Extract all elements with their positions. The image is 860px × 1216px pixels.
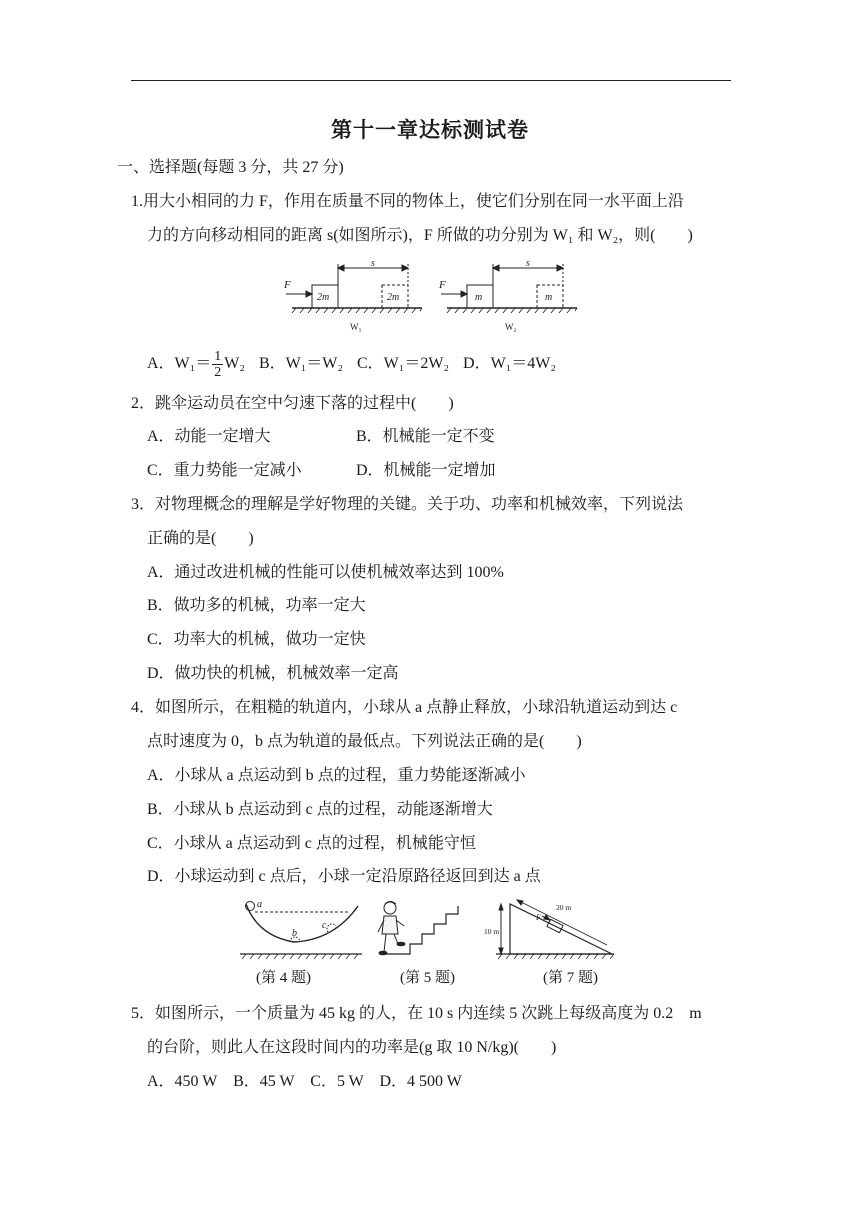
caption-q7: (第 7 题) [543, 970, 598, 986]
incline-force-label: F [536, 913, 541, 922]
q1-stem-line1: 1.用大小相同的力 F，作用在质量不同的物体上，使它们分别在同一水平面上沿 [131, 193, 684, 210]
figures-row [238, 896, 618, 962]
q4-option-b: B．小球从 b 点运动到 c 点的过程，动能逐渐增大 [147, 801, 493, 818]
track-point-b-label: b [292, 928, 297, 939]
q1-left-dist-label: s [371, 258, 375, 269]
q4-stem-line2: 点时速度为 0，b 点为轨道的最低点。下列说法正确的是( ) [147, 733, 582, 750]
track-point-a-label: a [257, 899, 262, 910]
q3-stem-line2: 正确的是( ) [147, 530, 254, 547]
incline-length-label: 20 m [556, 903, 572, 912]
q1-option-a-fraction [212, 349, 223, 380]
person-stairs-figure [378, 902, 458, 955]
q1-left-mass-ghost-label: 2m [387, 292, 400, 303]
q1-option-a-suffix: W₂ [224, 355, 245, 373]
q2-option-a: A．动能一定增大 [147, 428, 271, 445]
q1-figure-left [286, 264, 422, 313]
track-point-c-label: c [322, 920, 327, 931]
q2-stem: 2．跳伞运动员在空中匀速下落的过程中( ) [131, 395, 454, 412]
page-title: 第十一章达标测试卷 [331, 118, 529, 142]
q1-option-b: B．W₁＝W₂ [258, 355, 343, 373]
q1-figure-right [441, 264, 577, 313]
q4-stem-line1: 4．如图所示，在粗糙的轨道内，小球从 a 点静止释放，小球沿轨道运动到达 c [131, 699, 678, 716]
q1-right-mass-label: m [475, 292, 483, 303]
q4-option-d: D．小球运动到 c 点后，小球一定沿原路径返回到达 a 点 [147, 868, 541, 885]
q4-option-a: A．小球从 a 点运动到 b 点的过程，重力势能逐渐减小 [147, 767, 526, 784]
q3-stem-line1: 3．对物理概念的理解是学好物理的关键。关于功、功率和机械效率，下列说法 [131, 496, 684, 513]
q1-stem-line2: 力的方向移动相同的距离 s(如图所示)，F 所做的功分别为 W₁ 和 W₂，则( ) [147, 227, 693, 244]
q1-option-a-denominator: 2 [214, 365, 222, 380]
header-rule [131, 80, 731, 81]
q3-option-a: A．通过改进机械的性能可以使机械效率达到 100% [147, 564, 504, 581]
q3-option-c: C．功率大的机械，做功一定快 [147, 631, 366, 648]
incline-figure [496, 900, 614, 959]
incline-height-label: 10 m [484, 927, 500, 936]
q3-option-b: B．做功多的机械，功率一定大 [147, 597, 366, 614]
q5-stem-line1: 5．如图所示，一个质量为 45 kg 的人，在 10 s 内连续 5 次跳上每级高度为 0.2 m [131, 1005, 702, 1022]
section-heading: 一、选择题(每题 3 分，共 27 分) [117, 159, 344, 176]
q1-option-a-numerator: 1 [214, 349, 222, 364]
q1-left-mass-label: 2m [317, 292, 330, 303]
q1-left-force-label: F [284, 279, 291, 291]
q1-w1-label: W₁ [350, 322, 362, 332]
caption-q4: (第 4 题) [256, 970, 311, 986]
caption-q5: (第 5 题) [400, 970, 455, 986]
q2-option-b: B．机械能一定不变 [356, 428, 495, 445]
q1-option-d: D．W₁＝4W₂ [463, 355, 556, 373]
q1-option-a-prefix: A．W₁＝ [147, 355, 212, 373]
q1-w2-label: W₂ [505, 322, 517, 332]
track-figure [240, 902, 362, 960]
q3-option-d: D．做功快的机械，机械效率一定高 [147, 665, 399, 682]
q1-right-mass-ghost-label: m [545, 292, 553, 303]
q5-options: A．450 W B．45 W C．5 W D．4 500 W [147, 1073, 462, 1090]
q1-right-force-label: F [439, 279, 446, 291]
q5-stem-line2: 的台阶，则此人在这段时间内的功率是(g 取 10 N/kg)( ) [147, 1039, 557, 1056]
q4-option-c: C．小球从 a 点运动到 c 点的过程，机械能守恒 [147, 835, 476, 852]
q2-option-c: C．重力势能一定减小 [147, 462, 302, 479]
q2-option-d: D．机械能一定增加 [356, 462, 496, 479]
q1-figure [282, 258, 582, 336]
q1-options [147, 349, 556, 380]
q1-right-dist-label: s [526, 258, 530, 269]
q1-option-c: C．W₁＝2W₂ [356, 355, 450, 373]
